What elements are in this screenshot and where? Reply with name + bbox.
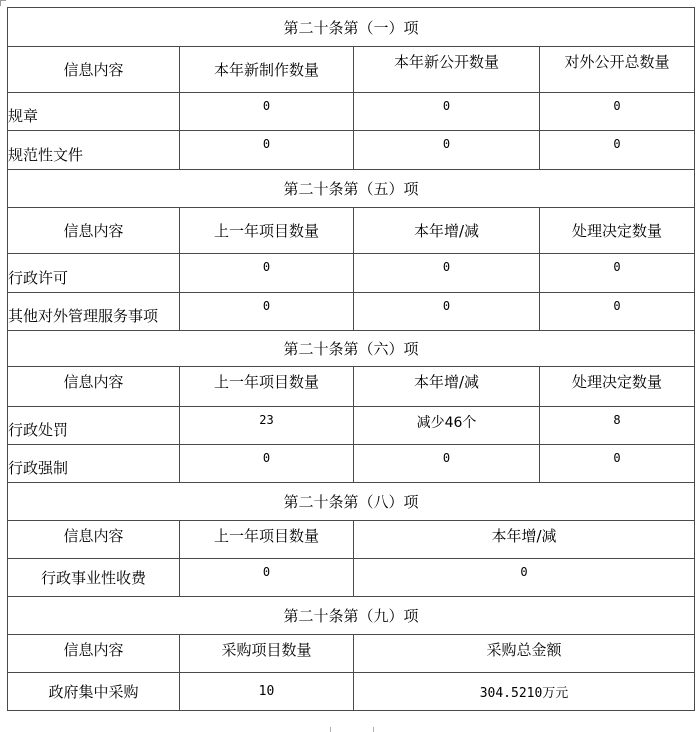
table-row: [8, 293, 695, 331]
cell-value: 0: [540, 131, 695, 170]
column-header: 本年增/减: [354, 367, 540, 407]
section-title: 第二十条第（八）项: [8, 483, 695, 521]
row-label: 行政许可: [8, 254, 180, 293]
cell-value: 10: [180, 673, 354, 711]
row-label: 政府集中采购: [8, 673, 180, 711]
column-header: 信息内容: [8, 635, 180, 673]
column-header: 信息内容: [8, 47, 180, 93]
table-row: [8, 254, 695, 293]
column-header: 处理决定数量: [540, 208, 695, 254]
page-bottom-mark: [330, 727, 374, 732]
cell-value: 304.5210万元: [354, 673, 695, 711]
row-label: 规章: [8, 93, 180, 131]
cell-value: 0: [540, 93, 695, 131]
cell-value: 23: [180, 407, 354, 445]
cell-value: 0: [540, 254, 695, 293]
column-header: 上一年项目数量: [180, 521, 354, 559]
table-row: [8, 131, 695, 170]
cell-value: 0: [180, 445, 354, 483]
cell-value: 0: [180, 559, 354, 597]
column-header: 采购总金额: [354, 635, 695, 673]
cell-value: 减少46个: [354, 407, 540, 445]
cell-value: 0: [180, 93, 354, 131]
cell-value: 0: [354, 93, 540, 131]
cell-value: 0: [354, 559, 695, 597]
section-title: 第二十条第（六）项: [8, 331, 695, 367]
column-header: 处理决定数量: [540, 367, 695, 407]
cell-value: 0: [180, 254, 354, 293]
column-header: 信息内容: [8, 208, 180, 254]
column-header: 信息内容: [8, 367, 180, 407]
row-label: 规范性文件: [8, 131, 180, 170]
column-header: 本年增/减: [354, 208, 540, 254]
cell-value: 0: [354, 293, 540, 331]
column-header: 上一年项目数量: [180, 367, 354, 407]
column-header: 本年增/减: [354, 521, 695, 559]
table-row: [8, 445, 695, 483]
cell-value: 0: [354, 131, 540, 170]
table-row: [8, 673, 695, 711]
section-title: 第二十条第（一）项: [8, 8, 695, 47]
section-title: 第二十条第（九）项: [8, 597, 695, 635]
cell-value: 8: [540, 407, 695, 445]
cell-value: 0: [540, 293, 695, 331]
disclosure-table: [7, 7, 695, 711]
table-row: [8, 559, 695, 597]
column-header: 上一年项目数量: [180, 208, 354, 254]
section-title: 第二十条第（五）项: [8, 170, 695, 208]
column-header: 对外公开总数量: [540, 47, 695, 93]
cell-value: 0: [354, 445, 540, 483]
row-label: 行政事业性收费: [8, 559, 180, 597]
cell-value: 0: [180, 293, 354, 331]
column-header: 本年新制作数量: [180, 47, 354, 93]
cell-value: 0: [180, 131, 354, 170]
column-header: 采购项目数量: [180, 635, 354, 673]
table-row: [8, 407, 695, 445]
row-label: 其他对外管理服务事项: [8, 293, 180, 331]
row-label: 行政处罚: [8, 407, 180, 445]
row-label: 行政强制: [8, 445, 180, 483]
cell-value: 0: [354, 254, 540, 293]
cell-value: 0: [540, 445, 695, 483]
column-header: 本年新公开数量: [354, 47, 540, 93]
table-row: [8, 93, 695, 131]
column-header: 信息内容: [8, 521, 180, 559]
page-corner-mark: [0, 0, 6, 6]
